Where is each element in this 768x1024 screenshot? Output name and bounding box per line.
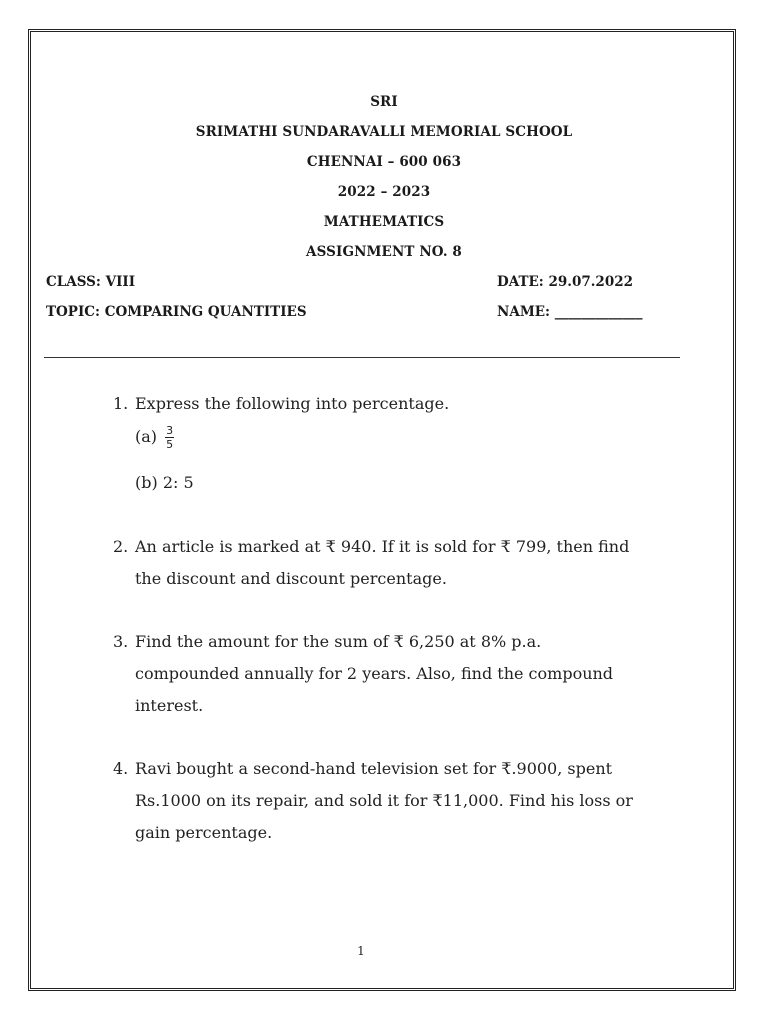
question-number: 3.: [113, 632, 129, 651]
subject-title: MATHEMATICS: [323, 214, 445, 230]
question-text-line: interest.: [135, 696, 204, 715]
part-label: (b): [135, 473, 158, 492]
question-text-line: the discount and discount percentage.: [135, 569, 447, 588]
question-text-line: gain percentage.: [135, 823, 273, 842]
part-label: (a): [135, 427, 158, 446]
school-city: CHENNAI – 600 063: [306, 154, 462, 170]
header-sri: SRI: [370, 94, 398, 110]
name-field: NAME: _____________: [497, 304, 643, 320]
class-label: CLASS: VIII: [46, 274, 136, 290]
header-divider: [44, 357, 680, 358]
question-number: 4.: [113, 759, 129, 778]
question-text: Express the following into percentage.: [135, 394, 450, 413]
question-text-line: An article is marked at ₹ 940. If it is sold for ₹ 799, then find: [135, 537, 630, 556]
question-number: 2.: [113, 537, 129, 556]
question-text-line: compounded annually for 2 years. Also, find the compound: [135, 664, 614, 683]
fraction: [165, 424, 174, 451]
question-1-part-b: [135, 473, 194, 492]
page-number: 1: [357, 944, 365, 958]
school-name: SRIMATHI SUNDARAVALLI MEMORIAL SCHOOL: [195, 124, 573, 140]
topic-label: TOPIC: COMPARING QUANTITIES: [46, 304, 307, 320]
question-text-line: Rs.1000 on its repair, and sold it for ₹11,000. Find his loss or: [135, 791, 633, 810]
fraction-denominator: 5: [166, 438, 174, 451]
date-label: DATE: 29.07.2022: [497, 274, 634, 290]
fraction-numerator: 3: [166, 424, 174, 437]
academic-year: 2022 – 2023: [337, 184, 431, 200]
question-text-line: Find the amount for the sum of ₹ 6,250 at 8% p.a.: [135, 632, 542, 651]
question-1-part-a: [135, 424, 174, 451]
part-text: 2: 5: [162, 473, 194, 492]
assignment-title: ASSIGNMENT NO. 8: [306, 244, 462, 260]
question-text-line: Ravi bought a second-hand television set for ₹.9000, spent: [135, 759, 613, 778]
question-number: 1.: [113, 394, 129, 413]
